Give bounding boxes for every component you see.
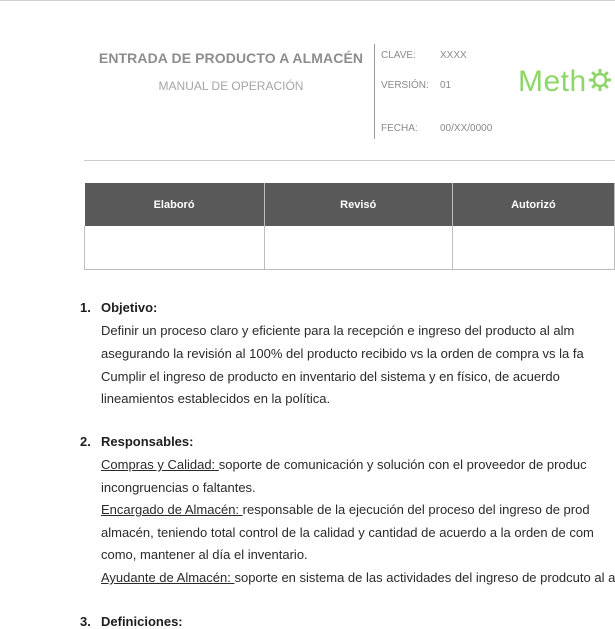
- responsable-line: [101, 480, 256, 495]
- responsable-line: [101, 525, 594, 540]
- signature-header-row: [85, 183, 615, 226]
- role-description: como, mantener al día el inventario.: [101, 547, 308, 562]
- meta-value-version: 01: [440, 80, 452, 91]
- paragraph-line: lineamientos establecidos en la política.: [101, 391, 331, 406]
- meta-value-fecha: 00/XX/0000: [440, 123, 493, 134]
- signature-cell-autorizo[interactable]: [452, 226, 614, 270]
- section-title: Definiciones:: [101, 614, 183, 629]
- signature-cell-elaboro[interactable]: [85, 226, 265, 270]
- signature-row: [85, 226, 615, 270]
- logo-text: Meth: [518, 65, 587, 98]
- responsable-line: [101, 570, 615, 585]
- document-subtitle: MANUAL DE OPERACIÓN: [158, 79, 304, 93]
- header-autorizo: Autorizó: [452, 183, 614, 226]
- role-description: incongruencias o faltantes.: [101, 480, 256, 495]
- responsable-line: [101, 547, 308, 562]
- role-description: responsable de la ejecución del proceso del ingreso de prod: [242, 502, 590, 517]
- responsable-line: [101, 502, 590, 517]
- document-title: ENTRADA DE PRODUCTO A ALMACÉN: [98, 50, 364, 66]
- section-heading-responsables: [80, 434, 193, 449]
- role-description: soporte en sistema de las actividades del ingreso de prodcuto al a: [234, 570, 615, 585]
- meta-label-fecha: FECHA:: [381, 123, 418, 134]
- top-border: [0, 0, 615, 1]
- paragraph-line: Definir un proceso claro y eficiente para la recepción e ingreso del producto al alm: [101, 323, 575, 338]
- company-logo: [518, 67, 612, 98]
- paragraph-line: Cumplir el ingreso de producto en inventario del sistema y en físico, de acuerdo: [101, 369, 560, 384]
- header-rule: [84, 160, 615, 161]
- role-description: almacén, teniendo total control de la calidad y cantidad de acuerdo a la orden de com: [101, 525, 594, 540]
- section-number: 3.: [80, 614, 91, 629]
- role-compras-calidad: Compras y Calidad:: [101, 457, 219, 472]
- signature-table: [84, 183, 615, 270]
- signature-cell-reviso[interactable]: [264, 226, 452, 270]
- gear-icon: [588, 68, 612, 98]
- meta-label-version: VERSIÓN:: [381, 80, 429, 91]
- role-ayudante-almacen: Ayudante de Almacén:: [101, 570, 235, 585]
- meta-value-clave: XXXX: [440, 50, 467, 61]
- header-reviso: Revisó: [264, 183, 452, 226]
- responsable-line: [101, 457, 587, 472]
- header-elaboro: Elaboró: [85, 183, 265, 226]
- section-heading-objetivo: [80, 300, 157, 315]
- role-encargado-almacen: Encargado de Almacén:: [101, 502, 243, 517]
- section-title: Objetivo:: [101, 300, 158, 315]
- role-description: soporte de comunicación y solución con el proveedor de produc: [218, 457, 587, 472]
- meta-label-clave: CLAVE:: [381, 50, 416, 61]
- section-number: 1.: [80, 300, 91, 315]
- paragraph-line: asegurando la revisión al 100% del producto recibido vs la orden de compra vs la fa: [101, 346, 584, 361]
- section-number: 2.: [80, 434, 91, 449]
- section-title: Responsables:: [101, 434, 194, 449]
- header-divider: [374, 44, 375, 139]
